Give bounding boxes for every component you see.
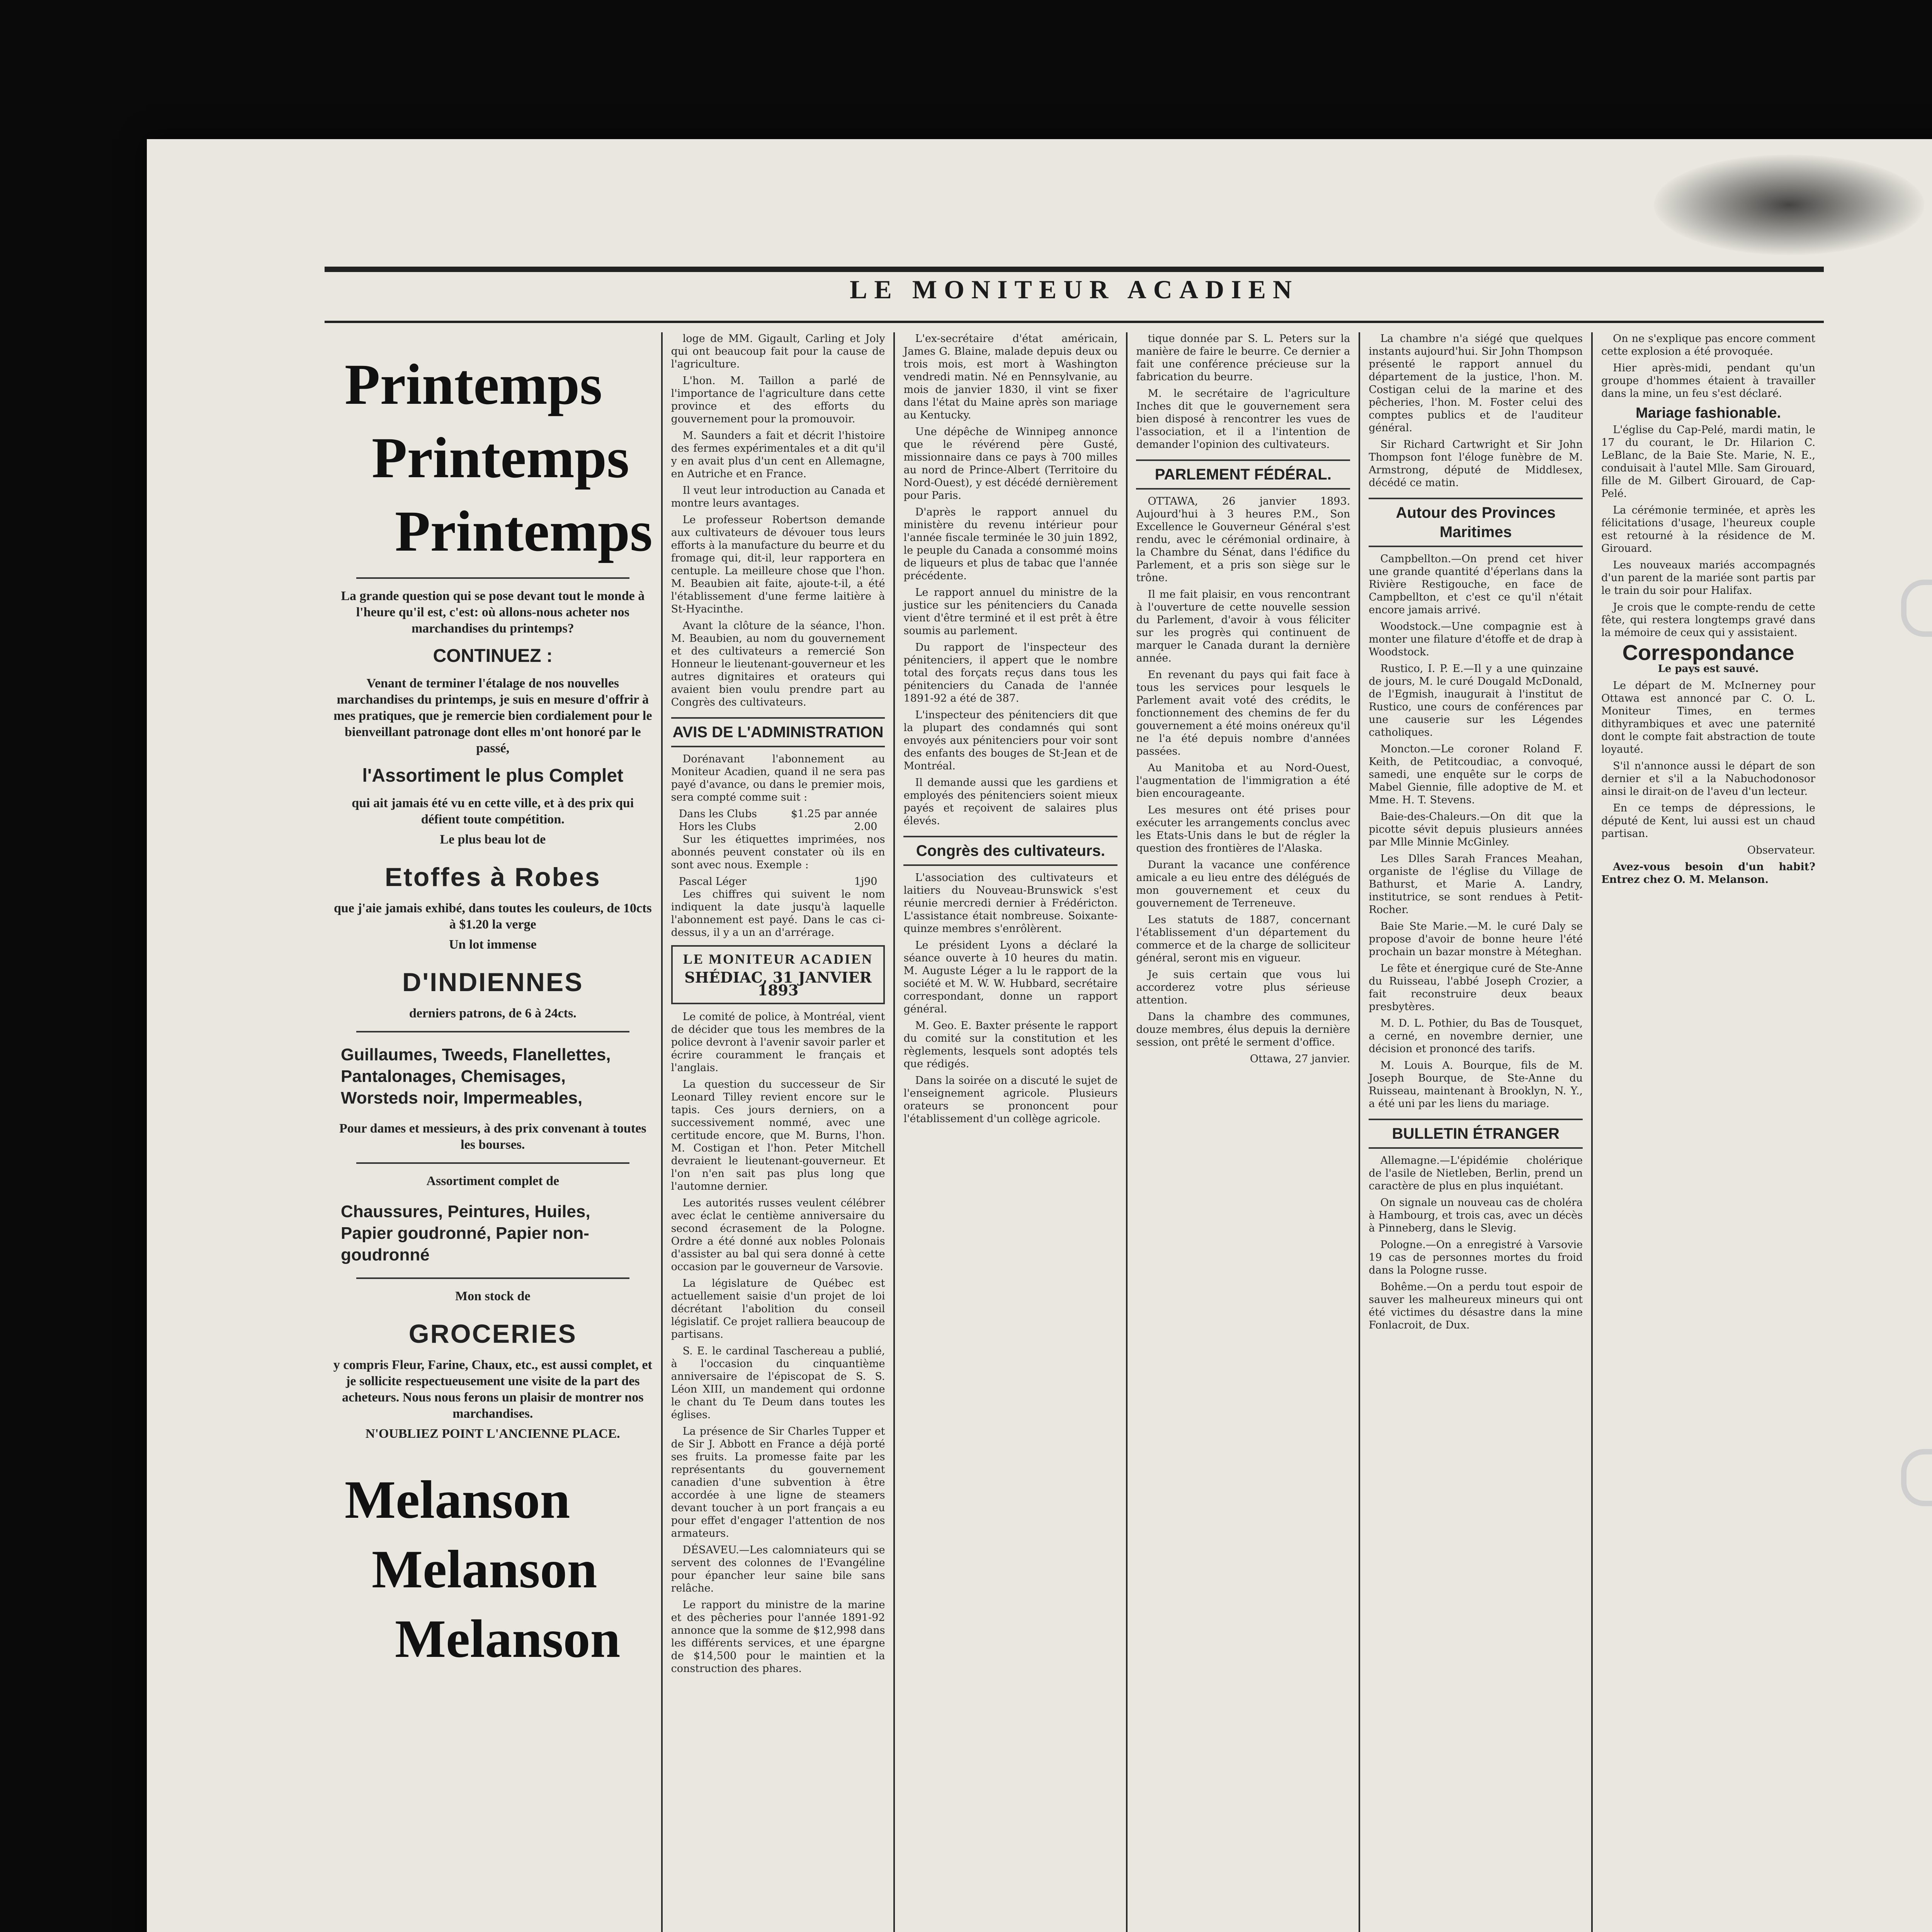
- printemps-line: Printemps: [372, 426, 629, 490]
- paragraph: En ce temps de dépressions, le député de Kent, lui aussi est un chaud partisan.: [1601, 802, 1816, 840]
- dateline-title: LE MONITEUR ACADIEN: [683, 951, 873, 967]
- indiennes-text: derniers patrons, de 6 à 24cts.: [409, 1006, 577, 1020]
- paragraph: Woodstock.—Une compagnie est à monter une filature d'étoffe et de drap à Woodstock.: [1369, 621, 1583, 658]
- paragraph: On ne s'explique pas encore comment cette explosion a été provoquée.: [1601, 333, 1816, 357]
- ink-stain: [1654, 155, 1924, 255]
- paragraph: La présence de Sir Charles Tupper et de Sir J. Abbott en France a déjà porté ses fruits. La promesse faite par les représentants du gouvernement canadien d'une subvention à être accordée à une ligne de steamers devant toucher à un port français a eu pour effet d'engager l'attention de nos armateurs.: [671, 1425, 885, 1539]
- etoffes-pre: Le plus beau lot de: [440, 832, 546, 847]
- paragraph: Il veut leur introduction au Canada et montre leurs avantages.: [671, 485, 885, 509]
- paragraph: La législature de Québec est actuellement saisie d'un projet de loi décrétant l'abolition du conseil législatif. Ce projet ralliera beaucoup de partisans.: [671, 1277, 885, 1340]
- paragraph: La chambre n'a siégé que quelques instants aujourd'hui. Sir John Thompson présenté le rapport annuel du département de la justice, l'hon. M. Costigan celui de la marine et des pêcheries, l'hon. M. Foster celui des comptes publics et de l'auditeur général.: [1369, 333, 1583, 434]
- avis-heading: AVIS DE L'ADMINISTRATION: [671, 717, 885, 747]
- paragraph: DÉSAVEU.—Les calomniateurs qui se servent des colonnes de l'Evangéline pour épancher leur saine bile sans relâche.: [671, 1544, 885, 1594]
- printemps-line: Printemps: [345, 352, 602, 417]
- paragraph: Du rapport de l'inspecteur des pénitenciers, il appert que le nombre total des forçats reçus dans tous les pénitenciers du Canada de l'année 1891-92 a été de 387.: [903, 641, 1118, 704]
- printemps-banner: [333, 348, 653, 568]
- paragraph: La question du successeur de Sir Leonard Tilley revient encore sur le tapis. Ces jours derniers, on a successivement nommé, avec une certitude encore, que M. Burns, l'hon. M. Costigan et l'hon. Peter Mitchell devraient le lieutenant-gouverneur. Et l'on n'en sait pas plus long que l'automne dernier.: [671, 1078, 885, 1192]
- groceries-heading: GROCERIES: [408, 1319, 577, 1349]
- paragraph: L'ex-secrétaire d'état américain, James G. Blaine, malade depuis deux ou trois mois, est mort à Washington vendredi matin. Né en Pennsylvanie, au mois de janvier 1830, il vint se fixer dans l'état du Maine après son mariage au Kentucky.: [903, 333, 1118, 421]
- signoff: Ottawa, 27 janvier.: [1250, 1053, 1350, 1065]
- divider: [356, 1277, 629, 1279]
- paragraph: Dorénavant l'abonnement au Moniteur Acadien, quand il ne sera pas payé d'avance, ou dans le premier mois, sera compté comme suit :: [671, 753, 885, 803]
- dateline-box: [671, 945, 885, 1004]
- paragraph: Rustico, I. P. E.—Il y a une quinzaine de jours, M. le curé Dougald McDonald, de l'Egmish, inaugurait à l'institut de Rustico, une cours de conférences par une causerie sur les Légendes catholiques.: [1369, 663, 1583, 738]
- paragraph: Le président Lyons a déclaré la séance ouverte à 10 heures du matin. M. Auguste Léger a lu le rapport de la société et M. W. W. Hubbard, secrétaire correspondant, donne un rapport général.: [903, 939, 1118, 1015]
- paragraph: En revenant du pays qui fait face à tous les services pour lesquels le Parlement avait voté des crédits, le fonctionnement des chemins de fer du gouvernement a été moins onéreux qu'il ne l'a été depuis nombre d'années passées.: [1136, 669, 1350, 757]
- dateline-date: SHÉDIAC, 31 JANVIER 1893: [684, 969, 872, 999]
- paragraph: Sir Richard Cartwright et Sir John Thompson font l'éloge funèbre de M. Armstrong, député de Middlesex, décédé ce matin.: [1369, 439, 1583, 489]
- melanson-line: Melanson: [345, 1470, 570, 1530]
- paragraph: Avant la clôture de la séance, l'hon. M. Beaubien, au nom du gouvernement et des cultivateurs a remercié Son Honneur le lieutenant-gouverneur et les autres dignitaires et orateurs qui avaient bien voulu prendre part au Congrès des cultivateurs.: [671, 620, 885, 708]
- masthead-rule: [325, 321, 1824, 323]
- paragraph: Les chiffres qui suivent le nom indiquent la date jusqu'à laquelle l'abonnement est payé. Dans le cas ci-dessus, il y a un an d'arrérage.: [671, 888, 885, 939]
- column-3: [895, 332, 1128, 1932]
- assortiment2-text: Assortiment complet de: [426, 1174, 560, 1188]
- paragraph: Le rapport du ministre de la marine et des pêcheries pour l'année 1891-92 annonce que la somme de $12,998 dans les différents services, et une épargne de $14,500 pour le maintien et la construction des phares.: [671, 1599, 885, 1675]
- paragraph: Les nouveaux mariés accompagnés d'un parent de la mariée sont partis par le train du soir pour Halifax.: [1601, 559, 1816, 597]
- groceries-text: y compris Fleur, Farine, Chaux, etc., est aussi complet, et je sollicite respectueusement une visite de la part des acheteurs. Nous nous ferons un plaisir de montrer nos marchandises.: [333, 1358, 652, 1421]
- paragraph: M. Louis A. Bourque, fils de M. Joseph Bourque, de Ste-Anne du Ruisseau, maintenant à Brooklyn, N. Y., a été uni par les liens du mariage.: [1369, 1060, 1583, 1110]
- paragraph: Une dépêche de Winnipeg annonce que le révérend père Gusté, missionnaire dans ce pays à 700 milles au nord de Prince-Albert (Territoire du Nord-Ouest), y est décédé dernièrement pour Paris.: [903, 426, 1118, 502]
- assortiment-text: qui ait jamais été vu en cette ville, et à des prix qui défient toute compétition.: [352, 796, 634, 827]
- melanson-banner: [333, 1465, 653, 1674]
- paragraph: La cérémonie terminée, et après les félicitations d'usage, l'heureux couple est retourné à la résidence de M. Girouard.: [1601, 504, 1816, 554]
- paragraph: M. D. L. Pothier, du Bas de Tousquet, a cerné, en novembre dernier, une décision et prononcé des tarifs.: [1369, 1017, 1583, 1055]
- paragraph: L'association des cultivateurs et laitiers du Nouveau-Brunswick s'est réunie mercredi dernier à Frédéricton. L'assistance était nombreuse. Soixante-quinze membres s'enrôlèrent.: [903, 872, 1118, 935]
- paragraph: Le départ de M. McInerney pour Ottawa est annoncé par C. O. L. Moniteur Times, en termes dithyrambiques et avec une paternité dont le compte fait abstraction de toute loyauté.: [1601, 680, 1816, 755]
- paragraph: Les Dlles Sarah Frances Meahan, organiste de l'église du Village de Bathurst, et Marie A. Landry, institutrice, se sont rendues à Petit-Rocher.: [1369, 853, 1583, 916]
- indiennes-pre: Un lot immense: [449, 937, 537, 952]
- rate-value: 2.00: [854, 821, 878, 833]
- mariage-heading: Mariage fashionable.: [1636, 405, 1781, 421]
- congres-heading: Congrès des cultivateurs.: [903, 836, 1117, 866]
- paragraph: Les autorités russes veulent célébrer avec éclat le centième anniversaire du second écrasement de la Pologne. Ordre a été donné aux nobles Polonais d'assister au bal qui sera donné à cette occasion par le gouverneur de Varsovie.: [671, 1197, 885, 1273]
- divider: [356, 1031, 629, 1032]
- chaussures-list: Chaussures, Peintures, Huiles, Papier goudronné, Papier non-goudronné: [341, 1202, 590, 1264]
- indiennes-heading: D'INDIENNES: [402, 968, 583, 997]
- paragraph: Les mesures ont été prises pour exécuter les arrangements conclus avec les Etats-Unis dans le but de régler la question des frontières de l'Alaska.: [1136, 804, 1350, 854]
- paragraph: Le comité de police, à Montréal, vient de décider que tous les membres de la police devront à l'avenir savoir parler et écrire couramment le français et l'anglais.: [671, 1011, 885, 1074]
- etoffes-heading: Etoffes à Robes: [384, 862, 601, 892]
- column-6: [1593, 332, 1824, 1932]
- melanson-ad: Avez-vous besoin d'un habit? Entrez chez O. M. Melanson.: [1601, 861, 1816, 886]
- printemps-line: Printemps: [395, 499, 653, 563]
- ad-intro: La grande question qui se pose devant tout le monde à l'heure qu'il est, c'est: où allons-nous acheter nos marchandises du printemps?: [341, 589, 645, 636]
- paragraph: D'après le rapport annuel du ministère du revenu intérieur pour l'année fiscale terminée le 30 juin 1892, le peuple du Canada a consommé moins de liqueurs et plus de tabac que l'année précédente.: [903, 506, 1118, 582]
- paragraph: Campbellton.—On prend cet hiver une grande quantité d'éperlans dans la Rivière Restigouche, en face de Campbellton, et c'est ce qu'il n'était encore jamais arrivé.: [1369, 553, 1583, 616]
- groceries-pre: Mon stock de: [455, 1289, 531, 1303]
- paragraph: Bohême.—On a perdu tout espoir de sauver les malheureux mineurs qui ont été victimes du désastre dans la mine Fonlacroit, de Dux.: [1369, 1281, 1583, 1331]
- bulletin-heading: BULLETIN ÉTRANGER: [1369, 1119, 1583, 1149]
- column-advertisement: [325, 332, 663, 1932]
- rate-row: [671, 820, 885, 833]
- paragraph: On signale un nouveau cas de choléra à Hambourg, et trois cas, avec un décès à Pinneberg, dans le Slevig.: [1369, 1197, 1583, 1234]
- rate-row: [671, 808, 885, 820]
- paragraph: L'inspecteur des pénitenciers dit que la plupart des condamnés qui sont envoyés aux pénitenciers pour voir sont des enfants des bouges de St-Jean et de Montréal.: [903, 709, 1118, 772]
- divider: [356, 1162, 629, 1164]
- top-rule: [325, 267, 1824, 272]
- paragraph: Dans la soirée on a discuté le sujet de l'enseignement agricole. Plusieurs orateurs se prononcent pour l'établissement d'un collège agricole.: [903, 1075, 1118, 1125]
- columns: [325, 332, 1824, 1932]
- example-number: 1j90: [854, 876, 878, 888]
- paragraph: Il demande aussi que les gardiens et employés des pénitenciers soient mieux payés et reçoivent de salaires plus élevés.: [903, 777, 1118, 827]
- signoff: Observateur.: [1747, 844, 1816, 856]
- correspondance-heading: Correspondance: [1622, 640, 1794, 665]
- paragraph: Je crois que le compte-rendu de cette fête, qui restera longtemps gravé dans la mémoire de ceux qui y assistaient.: [1601, 601, 1816, 639]
- example-row: [671, 875, 885, 888]
- paragraph: Allemagne.—L'épidémie cholérique de l'asile de Nietleben, Berlin, prend un caractère de plus en plus inquiétant.: [1369, 1155, 1583, 1192]
- continuez-text: Venant de terminer l'étalage de nos nouvelles marchandises du printemps, je suis en mesure d'offrir à mes pratiques, que je remercie bien cordialement pour le bienveillant patronage dont elles m'ont honoré par le passé,: [333, 676, 652, 755]
- paragraph: loge de MM. Gigault, Carling et Joly qui ont beaucoup fait pour la cause de l'agriculture.: [671, 333, 885, 370]
- example-name: Pascal Léger: [679, 876, 747, 888]
- paragraph: tique donnée par S. L. Peters sur la manière de faire le beurre. Ce dernier a fait une conférence précieuse sur la fabrication du beurre.: [1136, 333, 1350, 383]
- continuez-heading: CONTINUEZ :: [433, 646, 553, 666]
- paragraph: L'hon. M. Taillon a parlé de l'importance de l'agriculture dans cette province et des efforts du gouvernement pour la promouvoir.: [671, 375, 885, 425]
- rate-label: Hors les Clubs: [679, 821, 756, 833]
- paragraph: Hier après-midi, pendant qu'un groupe d'hommes étaient à travailler dans la mine, un feu s'est déclaré.: [1601, 362, 1816, 400]
- oubliez-text: N'OUBLIEZ POINT L'ANCIENNE PLACE.: [365, 1427, 620, 1441]
- paragraph: Le fête et énergique curé de Ste-Anne du Ruisseau, l'abbé Joseph Crozier, a fait reconstruire deux beaux presbytères.: [1369, 963, 1583, 1013]
- paragraph: Durant la vacance une conférence amicale a eu lieu entre des délégués de mon gouvernement et ceux du gouvernement de Terreneuve.: [1136, 859, 1350, 909]
- column-5: [1360, 332, 1593, 1932]
- paragraph: S. E. le cardinal Taschereau a publié, à l'occasion du cinquantième anniversaire de l'épiscopat de S. S. Léon XIII, un mandement qui ordonne le chant du Te Deum dans toutes les églises.: [671, 1345, 885, 1421]
- paragraph: Le professeur Robertson demande aux cultivateurs de dévouer tous leurs efforts à la manufacture du beurre et du fromage qui, dit-il, leur rapportera en centuple. La meilleure chose que l'hon. M. Beaubien ait faite, ajoute-t-il, a été l'établissement d'une ferme laitière à St-Hyacinthe.: [671, 514, 885, 615]
- paragraph: Moncton.—Le coroner Roland F. Keith, de Petitcoudiac, a convoqué, samedi, une enquête sur le corps de Mabel Giennie, fille adoptive de M. et Mme. H. T. Stevens.: [1369, 743, 1583, 806]
- paragraph: Les statuts de 1887, concernant l'établissement d'un département du commerce et de la charge de solliciteur général, seront mis en vigueur.: [1136, 914, 1350, 964]
- paragraph: Baie Ste Marie.—M. le curé Daly se propose d'avoir de bonne heure l'été prochain un bazar monstre à Méteghan.: [1369, 920, 1583, 958]
- paragraph: OTTAWA, 26 janvier 1893. Aujourd'hui à 3 heures P.M., Son Excellence le Gouverneur Général s'est rendu, avec le cérémonial ordinaire, à la Chambre du Sénat, dans l'édifice du Parlement, et a pris son siège sur le trône.: [1136, 495, 1350, 584]
- paragraph: M. Geo. E. Baxter présente le rapport du comité sur la constitution et les règlements, lesquels sont adoptés tels que rédigés.: [903, 1020, 1118, 1070]
- paragraph: Il me fait plaisir, en vous rencontrant à l'ouverture de cette nouvelle session du Parlement, d'avoir à vous féliciter sur les progrès qui continuent de marquer le Canada durant la dernière année.: [1136, 588, 1350, 664]
- correspondance-subheading: Le pays est sauvé.: [1658, 663, 1759, 675]
- fabric-list: Guillaumes, Tweeds, Flanellettes, Pantalonages, Chemisages, Worsteds noir, Impermeables,: [341, 1045, 611, 1107]
- rate-value: $1.25 par année: [791, 808, 878, 820]
- newspaper-page: [147, 139, 1932, 1932]
- provinces-heading: Autour des Provinces Maritimes: [1369, 498, 1583, 547]
- assortiment-heading: l'Assortiment le plus Complet: [362, 765, 624, 786]
- paragraph: Au Manitoba et au Nord-Ouest, l'augmentation de l'immigration a été bien encourageante.: [1136, 762, 1350, 799]
- etoffes-text: que j'aie jamais exhibé, dans toutes les couleurs, de 10cts à $1.20 la verge: [333, 901, 652, 932]
- divider: [356, 577, 629, 579]
- melanson-line: Melanson: [372, 1539, 597, 1599]
- paragraph: S'il n'annonce aussi le départ de son dernier et s'il a la Nabuchodonosor ainsi le dirait-on de l'aveu d'un lecteur.: [1601, 760, 1816, 798]
- paragraph: Je suis certain que vous lui accorderez votre plus sérieuse attention.: [1136, 969, 1350, 1006]
- masthead: LE MONITEUR ACADIEN: [850, 275, 1299, 304]
- paragraph: M. le secrétaire de l'agriculture Inches dit que le gouvernement sera bien disposé à rencontrer les vues de l'association, et il a l'intention de demander l'opinion des cultivateurs.: [1136, 388, 1350, 451]
- fabric-text: Pour dames et messieurs, à des prix convenant à toutes les bourses.: [339, 1121, 646, 1152]
- rate-label: Dans les Clubs: [679, 808, 757, 820]
- paragraph: Le rapport annuel du ministre de la justice sur les pénitenciers du Canada vient d'être terminé et il est prêt à être soumis au parlement.: [903, 587, 1118, 637]
- column-4: [1128, 332, 1360, 1932]
- melanson-line: Melanson: [395, 1609, 621, 1669]
- paragraph: Sur les étiquettes imprimées, nos abonnés peuvent constater où ils en sont avec nous. Exemple :: [671, 833, 885, 871]
- paragraph: Dans la chambre des communes, douze membres, élus depuis la dernière session, ont prêté le serment d'office.: [1136, 1011, 1350, 1048]
- paragraph: Pologne.—On a enregistré à Varsovie 19 cas de personnes mortes du froid dans la Pologne russe.: [1369, 1239, 1583, 1276]
- paragraph: M. Saunders a fait et décrit l'histoire des fermes expérimentales et a dit qu'il y en avait plus d'un cent en Allemagne, en Autriche et en France.: [671, 430, 885, 480]
- paragraph: Baie-des-Chaleurs.—On dit que la picotte sévit depuis plusieurs années par Mlle Minnie McGinley.: [1369, 811, 1583, 848]
- parlement-heading: PARLEMENT FÉDÉRAL.: [1136, 459, 1350, 490]
- paragraph: L'église du Cap-Pelé, mardi matin, le 17 du courant, le Dr. Hilarion C. LeBlanc, de la Baie Ste. Marie, N. E., conduisait à l'autel Mlle. Sam Girouard, fille de M. Gilbert Girouard, de Cap-Pelé.: [1601, 424, 1816, 500]
- column-2: [663, 332, 895, 1932]
